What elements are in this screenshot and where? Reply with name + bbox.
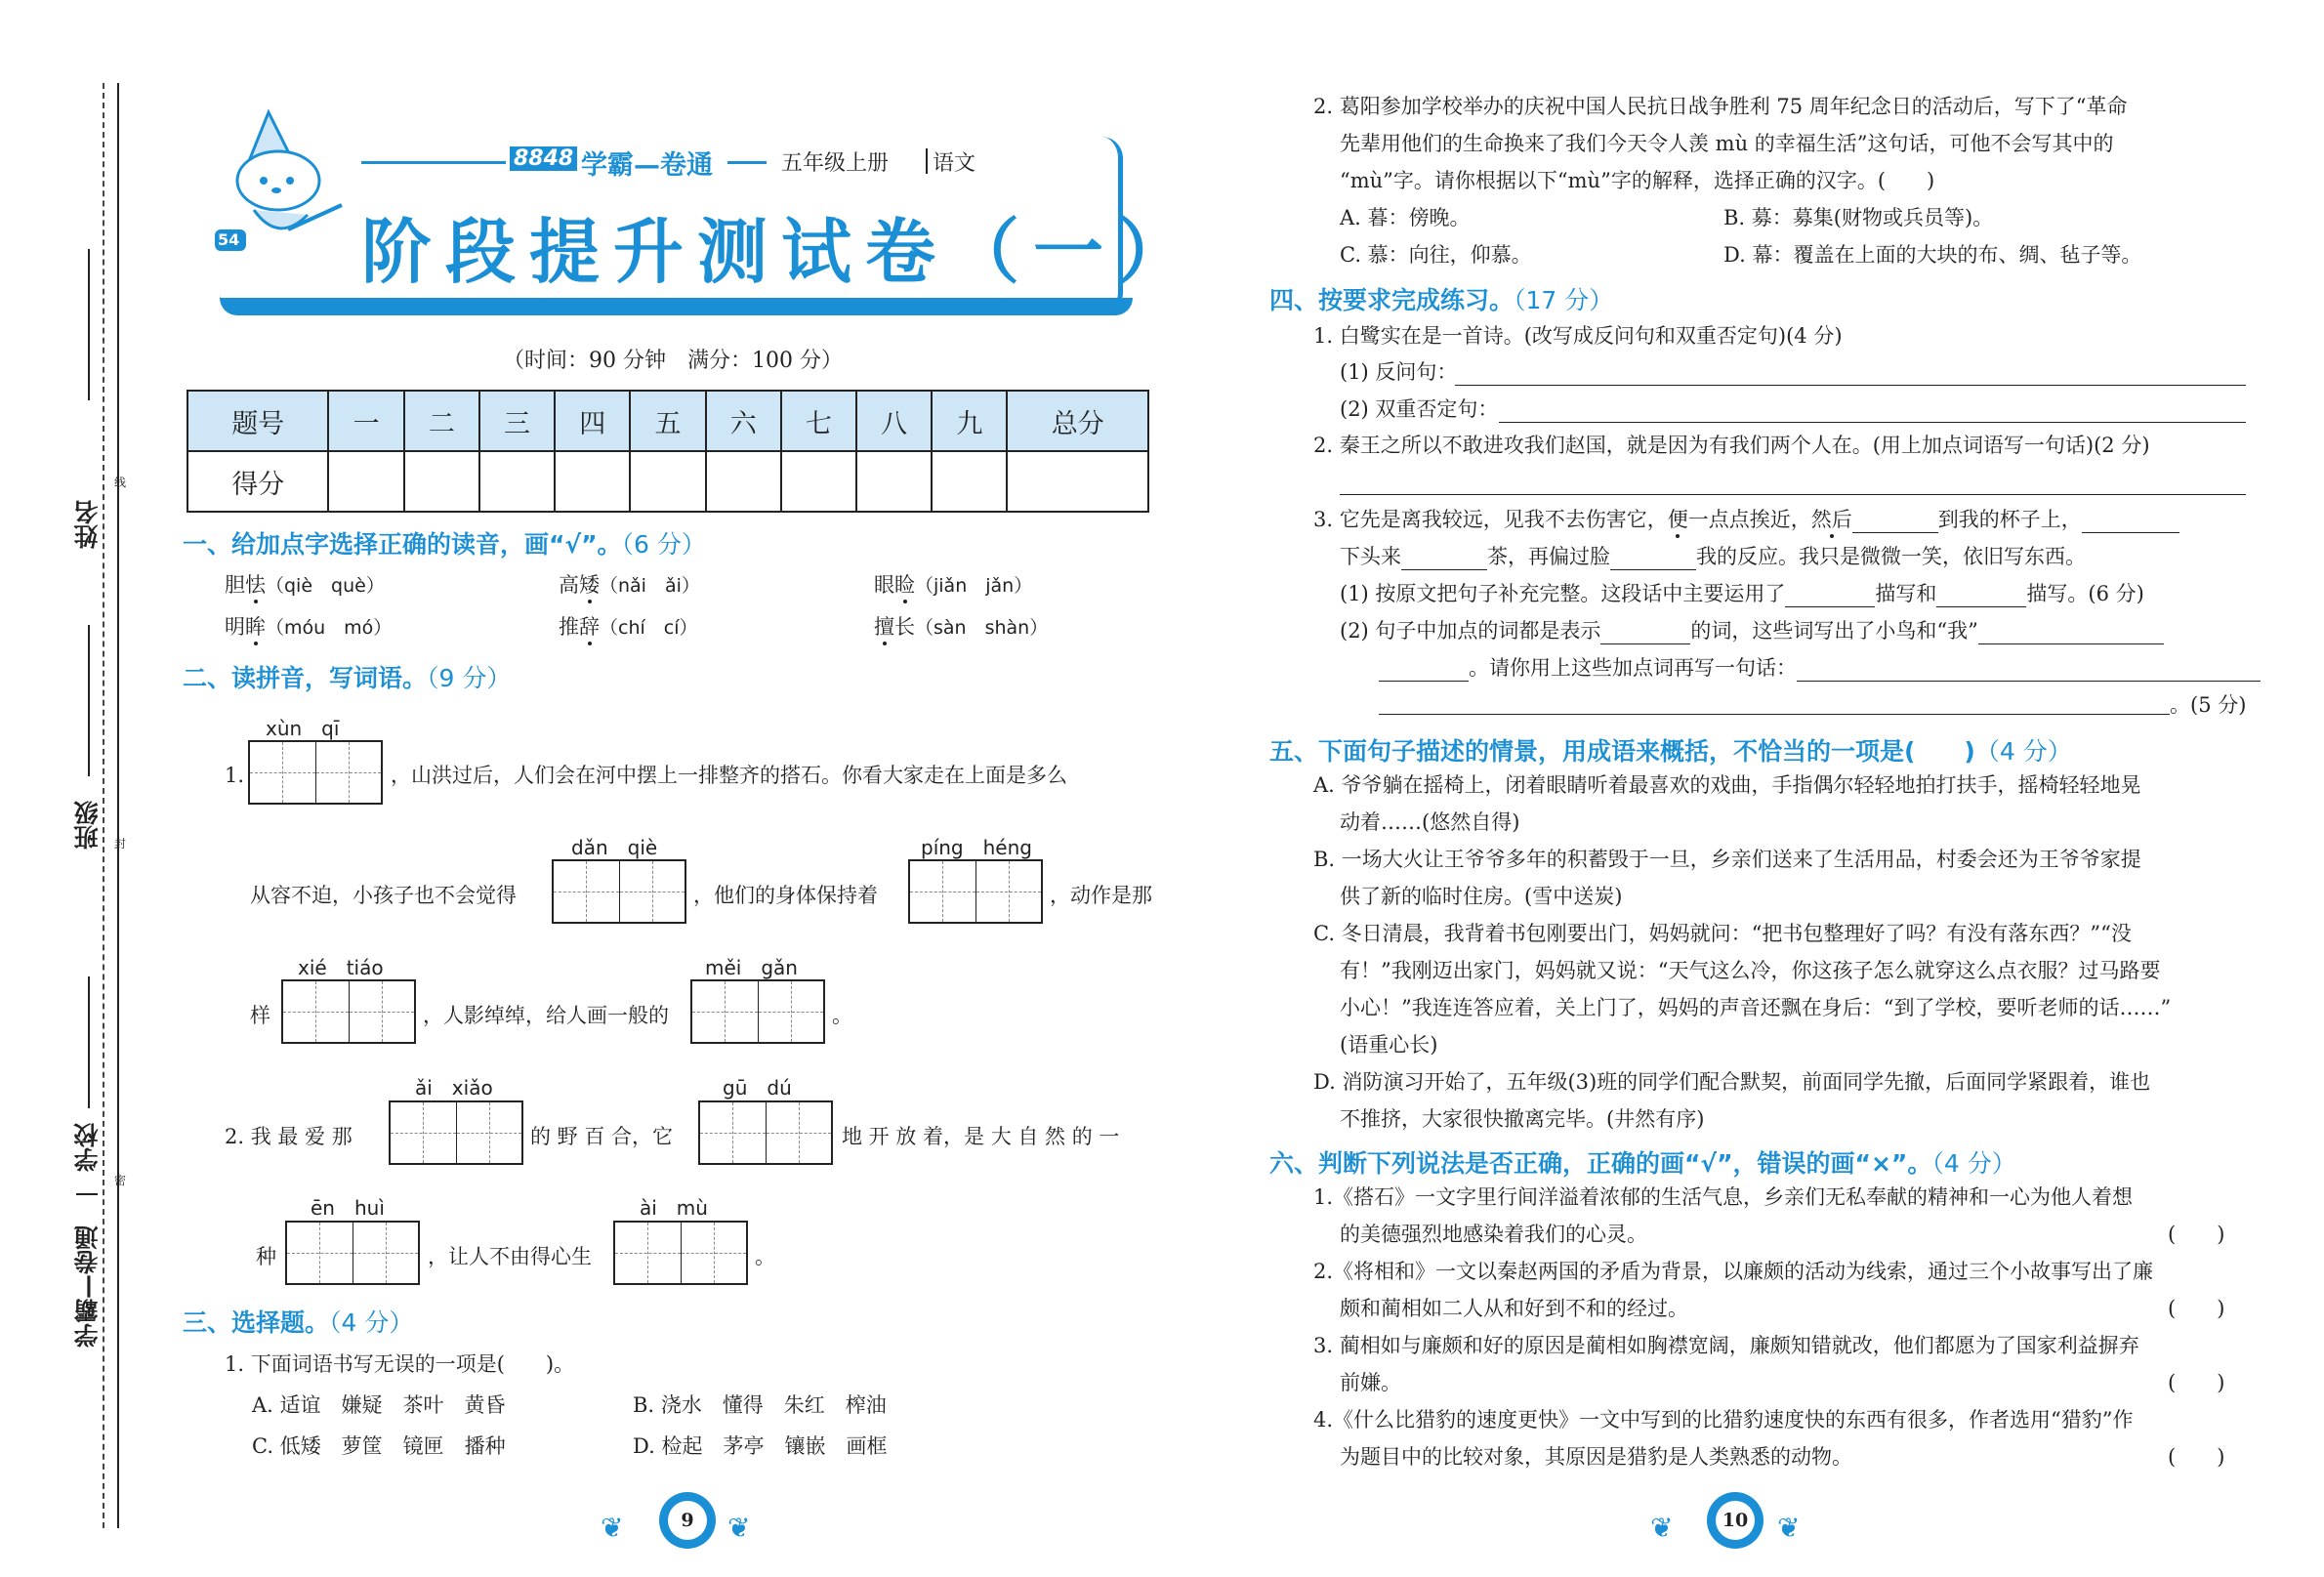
series-line-right	[727, 161, 767, 164]
s3-option-c[interactable]: C. 低矮 萝筐 镜匣 播种	[252, 1434, 506, 1458]
s5-option-b[interactable]: B. 一场大火让王爷爷多年的积蓄毁于一旦，乡亲们送来了生活用品，村委会还为王爷爷家提	[1313, 848, 2141, 871]
series-line-left	[361, 161, 506, 164]
s2-pinyin: ǎi xiǎo	[415, 1076, 493, 1100]
score-table-header	[187, 391, 1148, 451]
s4-text: 下头来	[1340, 545, 1401, 568]
s1-options[interactable]: （chí cí）	[600, 617, 698, 639]
score-col: 一	[328, 391, 403, 451]
section5-title	[1269, 732, 2072, 768]
binding-line-3	[88, 976, 90, 1108]
score-col-total: 总分	[1007, 391, 1148, 451]
s4-blank[interactable]	[1379, 659, 1469, 682]
s2-pinyin: měi gǎn	[705, 956, 798, 979]
s1-options[interactable]: （sàn shàn）	[915, 617, 1049, 639]
s2-q2-num: 2. 我 最 爱 那	[225, 1125, 353, 1148]
s4-q3-sub2-cont	[1379, 654, 2261, 682]
score-col: 八	[856, 391, 932, 451]
score-cell[interactable]	[932, 451, 1007, 512]
section3-points: （4 分）	[329, 1308, 414, 1337]
s4-text: 的词，这些词写出了小鸟和“我”	[1690, 619, 1978, 643]
leaf-ornament-icon: ❦	[1777, 1512, 1801, 1544]
s6-item-3: 3. 蔺相如与廉颇和好的原因是蔺相如胸襟宽阔，廉颇知错就改，他们都愿为了国家利益摒弃	[1313, 1334, 2139, 1357]
s2-pinyin: ēn huì	[311, 1196, 385, 1220]
s4-dotted-word: 便	[1667, 508, 1688, 531]
score-cell[interactable]	[479, 451, 555, 512]
s4-text: 描写和	[1875, 582, 1937, 605]
time-info: （时间：90 分钟 满分：100 分）	[503, 349, 843, 373]
s4-answer-line[interactable]	[1499, 421, 2246, 423]
binding-separator	[76, 1193, 98, 1195]
s2-answer-grid[interactable]	[552, 859, 686, 924]
s6-item-2-cont: 颇和蔺相如二人从和好到不和的经过。	[1340, 1297, 1688, 1320]
s6-item-2: 2.《将相和》一文以秦赵两国的矛盾为背景，以廉颇的活动为线索，通过三个小故事写出了廉	[1313, 1260, 2154, 1283]
s2-answer-grid[interactable]	[698, 1100, 833, 1165]
s2-pinyin: píng héng	[921, 836, 1032, 859]
section3-title-text: 三、选择题。	[183, 1308, 330, 1337]
section2-title	[183, 659, 511, 694]
s4-blank[interactable]	[1852, 511, 1938, 533]
s6-item-4-cont: 为题目中的比较对象，其原因是猎豹是人类熟悉的动物。	[1340, 1445, 1852, 1469]
s1-options[interactable]: （qiè què）	[266, 575, 385, 597]
s1-dotted-char: 怯	[245, 573, 266, 597]
section4-title-text: 四、按要求完成练习。	[1269, 286, 1515, 314]
score-cell[interactable]	[781, 451, 856, 512]
score-row-label: 得分	[187, 451, 328, 512]
s4-dotted-word: 然后	[1810, 508, 1852, 531]
section5-title-text: 五、下面句子描述的情景，用成语来概括，不恰当的一项是( )	[1269, 737, 1975, 766]
section6-points: （4 分）	[1931, 1149, 2016, 1178]
score-col: 九	[932, 391, 1007, 451]
s2-text: ，让人不由得心生	[428, 1245, 592, 1268]
s2-text: ，动作是那	[1050, 884, 1152, 907]
score-cell[interactable]	[404, 451, 479, 512]
series-number: 8848	[510, 146, 577, 171]
s3-q1: 1. 下面词语书写无误的一项是( )。	[225, 1352, 575, 1376]
s1-pre: 明	[225, 615, 245, 639]
s1-dotted-char: 擅	[874, 615, 894, 639]
section4-points: （17 分）	[1514, 286, 1614, 314]
page-number-left	[659, 1492, 716, 1549]
s4-text: 茶，再偏过脸	[1487, 545, 1610, 568]
s3-q2-line: 先辈用他们的生命换来了我们今天令人羡 mù 的幸福生活”这句话，可他不会写其中的	[1340, 132, 2114, 155]
s1-options[interactable]: （jiǎn jǎn）	[915, 575, 1033, 597]
s6-answer-paren[interactable]: ( )	[2168, 1371, 2225, 1394]
page-title: 阶段提升测试卷（一）	[361, 211, 1202, 293]
section4-title	[1269, 281, 1613, 316]
s4-text: 3. 它先是离我较远，见我不去伤害它，	[1313, 508, 1668, 531]
class-label: 班级	[73, 801, 102, 850]
s3-q2-option-d[interactable]: D. 幕：覆盖在上面的大块的布、绸、毡子等。	[1723, 243, 2142, 267]
s4-blank[interactable]	[1600, 622, 1690, 644]
s4-answer-line[interactable]	[1455, 384, 2246, 386]
name-label: 姓名	[73, 500, 102, 549]
section2-title-text: 二、读拼音，写词语。	[183, 664, 428, 692]
s1-item-6	[874, 613, 1048, 642]
s3-option-d[interactable]: D. 检起 茅亭 镶嵌 画框	[633, 1434, 888, 1458]
s5-option-b-cont: 供了新的临时住房。(雪中送炭)	[1340, 885, 1623, 908]
s1-dotted-char: 矮	[579, 573, 600, 597]
s1-dotted-char: 辞	[579, 615, 600, 639]
s6-item-1: 1.《搭石》一文字里行间洋溢着浓郁的生活气息，乡亲们无私奉献的精神和一心为他人着想	[1313, 1185, 2134, 1209]
s3-option-a[interactable]: A. 适谊 嫌疑 茶叶 黄昏	[252, 1393, 506, 1417]
s2-text: ，他们的身体保持着	[693, 884, 878, 907]
s2-pinyin: xié tiáo	[298, 956, 384, 979]
s1-pre: 眼	[874, 573, 894, 597]
s2-answer-grid[interactable]	[613, 1221, 748, 1285]
score-col: 三	[479, 391, 555, 451]
s3-q2-option-c[interactable]: C. 慕：向往，仰慕。	[1340, 243, 1532, 267]
page-number-text: 9	[668, 1501, 707, 1540]
s5-option-a-cont: 动着……(悠然自得)	[1340, 810, 1520, 834]
s4-blank[interactable]	[1785, 585, 1875, 607]
s2-text: 。	[832, 1004, 852, 1027]
brand-label: 学霸—卷通	[73, 1225, 102, 1348]
s2-text: ，人影绰绰，给人画一般的	[423, 1004, 669, 1027]
score-col: 二	[404, 391, 479, 451]
s4-q3-line1	[1313, 506, 2179, 533]
s2-answer-grid[interactable]	[248, 740, 383, 805]
score-col: 五	[630, 391, 705, 451]
s3-option-b[interactable]: B. 浇水 懂得 朱红 榨油	[633, 1393, 887, 1417]
score-table-row	[187, 451, 1148, 512]
s6-item-4: 4.《什么比猎豹的速度更快》一文中写到的比猎豹速度快的东西有很多，作者选用“猎豹”作	[1313, 1408, 2134, 1432]
score-cell[interactable]	[630, 451, 705, 512]
s5-option-c-cont: 有！”我刚迈出家门，妈妈就又说：“天气这么冷，你这孩子怎么就穿这么点衣服？过马路要	[1340, 959, 2161, 982]
binding-line-1	[88, 249, 90, 400]
score-cell[interactable]	[706, 451, 781, 512]
s1-item-1	[225, 571, 385, 600]
score-table	[187, 390, 1149, 513]
s1-item-2	[559, 571, 700, 600]
s5-option-c[interactable]: C. 冬日清晨，我背着书包刚要出门，妈妈就问：“把书包整理好了吗？有没有落东西？”“没	[1313, 922, 2132, 945]
section6-title-text: 六、判断下列说法是否正确，正确的画“√”，错误的画“×”。	[1269, 1149, 1932, 1178]
series-name: 学霸—卷通	[581, 150, 713, 181]
section1-title-text: 一、给加点字选择正确的读音，画“√”。	[183, 530, 622, 559]
s4-blank[interactable]	[1936, 585, 2026, 607]
score-cell[interactable]	[1007, 451, 1148, 512]
s5-option-c-cont: 小心！”我连连答应着，关上门了，妈妈的声音还飘在身后：“到了学校，要听老师的话……”	[1340, 996, 2172, 1019]
score-cell[interactable]	[555, 451, 630, 512]
score-col-label: 题号	[187, 391, 328, 451]
s1-pre: 高	[559, 573, 579, 597]
s2-answer-grid[interactable]	[908, 859, 1043, 924]
s1-pre: 推	[559, 615, 579, 639]
s2-pinyin: xùn qī	[266, 717, 340, 740]
score-cell[interactable]	[328, 451, 403, 512]
s4-text: 我的反应。我只是微微一笑，依旧写东西。	[1696, 545, 2086, 568]
s5-option-a[interactable]: A. 爷爷躺在摇椅上，闭着眼睛听着最喜欢的戏曲，手指偶尔轻轻地拍打扶手，摇椅轻轻地晃	[1313, 773, 2141, 797]
s5-option-d-cont: 不推挤，大家很快撤离完毕。(井然有序)	[1340, 1107, 1705, 1131]
s1-item-4	[225, 613, 392, 642]
s4-text: 到我的杯子上，	[1937, 508, 2082, 531]
school-label: 学校	[73, 1123, 102, 1172]
grade-label: 五年级上册	[781, 151, 890, 176]
s4-blank[interactable]	[2082, 511, 2179, 533]
s3-q2-option-a[interactable]: A. 暮：傍晚。	[1340, 206, 1471, 229]
s4-blank[interactable]	[1797, 659, 2261, 682]
s2-text: 。	[755, 1245, 775, 1268]
s4-text: 。请你用上这些加点词再写一句话：	[1469, 656, 1797, 680]
s2-text: 从容不迫，小孩子也不会觉得	[250, 884, 517, 907]
s2-text: 种	[256, 1245, 276, 1268]
s4-text: 描写。(6 分)	[2026, 582, 2144, 605]
mark-xian: 线	[114, 476, 127, 489]
binding-line-2	[88, 625, 90, 776]
s2-text: 地 开 放 着，是 大 自 然 的 一	[842, 1125, 1120, 1148]
banner-shadow	[220, 298, 1133, 315]
s4-text: (1) 按原文把句子补充完整。这段话中主要运用了	[1340, 582, 1786, 605]
s2-pinyin: gū dú	[723, 1076, 792, 1100]
score-col: 四	[555, 391, 630, 451]
grade-separator	[926, 148, 928, 174]
s1-post: 长	[894, 615, 915, 639]
s4-q2: 2. 秦王之所以不敢进攻我们赵国，就是因为有我们两个人在。(用上加点词语写一句话)(2 分)	[1313, 434, 2150, 457]
s1-dotted-char: 睑	[894, 573, 915, 597]
s3-q2-option-b[interactable]: B. 募：募集(财物或兵员等)。	[1723, 206, 1994, 229]
s4-answer-line[interactable]	[1340, 493, 2246, 495]
section2-points: （9 分）	[427, 664, 512, 692]
section5-points: （4 分）	[1974, 737, 2072, 766]
s3-q2-line: 2. 葛阳参加学校举办的庆祝中国人民抗日战争胜利 75 周年纪念日的活动后，写下了“革命	[1313, 95, 2128, 118]
s4-blank[interactable]	[1610, 548, 1696, 570]
s1-options[interactable]: （móu mó）	[266, 617, 393, 639]
mark-mi: 密	[114, 1174, 127, 1187]
s6-answer-paren[interactable]: ( )	[2168, 1297, 2225, 1320]
s4-q3-sub1	[1340, 580, 2144, 607]
leaf-ornament-icon: ❦	[601, 1512, 624, 1544]
binding-margin	[117, 83, 139, 1528]
s2-text: 样	[250, 1004, 270, 1027]
section1-points: （6 分）	[621, 530, 706, 559]
leaf-ornament-icon: ❦	[1650, 1512, 1674, 1544]
s2-text: ，山洪过后，人们会在河中摆上一排整齐的搭石。你看大家走在上面是多么	[391, 764, 1067, 787]
s1-item-3	[874, 571, 1032, 600]
s1-pre: 胆	[225, 573, 245, 597]
s2-text: 的 野 百 合，它	[530, 1125, 674, 1148]
mascot-badge: 54	[218, 230, 240, 249]
s6-answer-paren[interactable]: ( )	[2168, 1445, 2225, 1469]
s4-blank[interactable]	[1978, 622, 2164, 644]
s4-q3-end: 。(5 分)	[2170, 693, 2247, 717]
s4-text: (2) 句子中加点的词都是表示	[1340, 619, 1601, 643]
s1-options[interactable]: （nǎi ǎi）	[600, 575, 700, 597]
s4-text: 一点点挨近，	[1687, 508, 1811, 531]
section3-title	[183, 1304, 413, 1339]
s1-dotted-char: 眸	[245, 615, 266, 639]
score-col: 七	[781, 391, 856, 451]
page-number-text: 10	[1716, 1501, 1755, 1540]
subject-label: 语文	[933, 151, 976, 176]
s4-q1: 1. 白鹭实在是一首诗。(改写成反问句和双重否定句)(4 分)	[1313, 324, 1843, 348]
mark-feng: 封	[114, 837, 127, 851]
s2-answer-grid[interactable]	[281, 979, 416, 1044]
section6-title	[1269, 1144, 2016, 1180]
s2-pinyin: dǎn qiè	[571, 836, 658, 859]
leaf-ornament-icon: ❦	[727, 1512, 751, 1544]
s2-q1-num: 1.	[225, 764, 245, 787]
s6-item-1-cont: 的美德强烈地感染着我们的心灵。	[1340, 1223, 1647, 1246]
score-cell[interactable]	[856, 451, 932, 512]
score-col: 六	[706, 391, 781, 451]
s2-answer-grid[interactable]	[690, 979, 825, 1044]
s4-q1-a: (1) 反问句：	[1340, 360, 1458, 384]
section1-title	[183, 525, 706, 560]
s2-pinyin: ài mù	[640, 1196, 708, 1220]
page-number-right	[1707, 1492, 1764, 1549]
s2-answer-grid[interactable]	[285, 1221, 420, 1285]
s6-item-3-cont: 前嫌。	[1340, 1371, 1401, 1394]
s4-q1-b: (2) 双重否定句：	[1340, 397, 1499, 421]
s4-blank[interactable]	[1401, 548, 1487, 570]
s6-answer-paren[interactable]: ( )	[2168, 1223, 2225, 1246]
s2-answer-grid[interactable]	[389, 1100, 523, 1165]
s4-q3-sub2	[1340, 617, 2164, 644]
s4-q3-line2	[1340, 543, 2086, 570]
s3-q2-line: “mù”字。请你根据以下“mù”字的解释，选择正确的汉字。( )	[1340, 169, 1935, 192]
s5-option-d[interactable]: D. 消防演习开始了，五年级(3)班的同学们配合默契，前面同学先撤，后面同学紧跟着，谁也	[1313, 1070, 2151, 1094]
s1-item-5	[559, 613, 698, 642]
s4-answer-line[interactable]	[1379, 713, 2170, 715]
s5-option-c-cont: (语重心长)	[1340, 1033, 1438, 1057]
